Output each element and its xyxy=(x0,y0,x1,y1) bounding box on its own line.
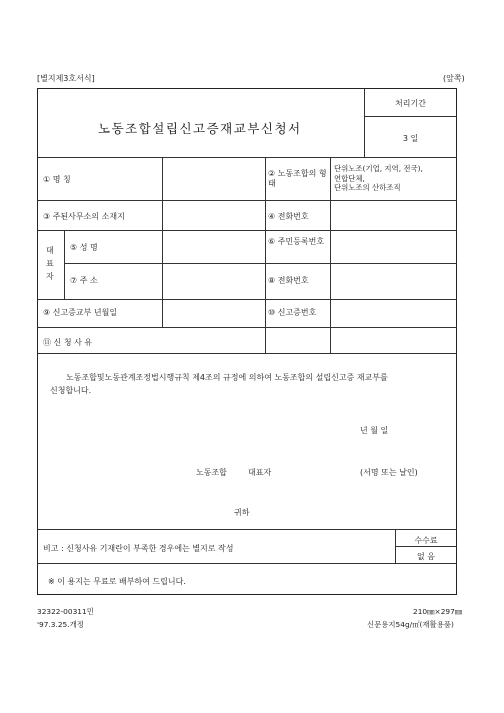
addressee-label: 귀하 xyxy=(234,508,250,517)
form-number: [별지제3호서식] xyxy=(37,74,95,83)
union-type-value: 단위노조(기업, 지역, 전국), 연합단체, 단위노조의 산하조직 xyxy=(334,164,423,192)
form-title: 노동조합설립신고증재교부신청서 xyxy=(98,121,302,136)
footer-size: 210㎜×297㎜ xyxy=(413,607,463,616)
signature-label: (서명 또는 날인) xyxy=(360,468,418,477)
rep-address-label: ⑦ 주 소 xyxy=(70,276,98,285)
processing-period-label: 처리기간 xyxy=(395,99,426,108)
office-address-label: ③ 주된사무소의 소재지 xyxy=(43,212,125,221)
applicant-union: 노동조합 xyxy=(196,468,227,477)
name-label: ① 명 칭 xyxy=(43,175,71,184)
phone-label: ④ 전화번호 xyxy=(268,212,309,221)
fee-value: 없 음 xyxy=(417,552,435,561)
rep-id-label: ⑥ 주민등록번호 xyxy=(268,237,325,246)
rep-name-label: ⑤ 성 명 xyxy=(70,243,98,252)
footer-date: '97.3.25.개정 xyxy=(37,620,84,629)
rep-phone-label: ⑧ 전화번호 xyxy=(268,276,309,285)
processing-period-value: 3 일 xyxy=(402,134,419,143)
free-notice: ※ 이 용지는 무료로 배부하여 드립니다. xyxy=(48,577,186,586)
reason-label: ⑪ 신 청 사 유 xyxy=(43,338,93,347)
applicant-representative: 대표자 xyxy=(248,468,272,477)
footer-paper: 신문용지54g/㎡(재활용품) xyxy=(367,620,454,629)
issue-date-label: ⑨ 신고증교부 년월일 xyxy=(43,308,118,317)
union-type-label: ② 노동조합의 형태 xyxy=(268,169,327,188)
representative-label: 대 표 자 xyxy=(46,246,54,281)
statement-line1: 노동조합및노동관계조정법시행규칙 제4조의 규정에 의하여 노동조합의 설립신고증 재교부를 xyxy=(66,373,388,382)
cert-number-label: ⑩ 신고증번호 xyxy=(268,308,317,317)
note-text: 비고 : 신청사유 기재란이 부족한 경우에는 별지로 작성 xyxy=(43,544,234,553)
footer-code: 32322-00311민 xyxy=(37,607,94,616)
date-line: 년 월 일 xyxy=(360,426,389,435)
application-form xyxy=(37,88,457,595)
fee-label: 수수료 xyxy=(414,536,438,545)
page-side: (앞쪽) xyxy=(443,74,465,83)
statement-line2: 신청합니다. xyxy=(50,386,92,395)
